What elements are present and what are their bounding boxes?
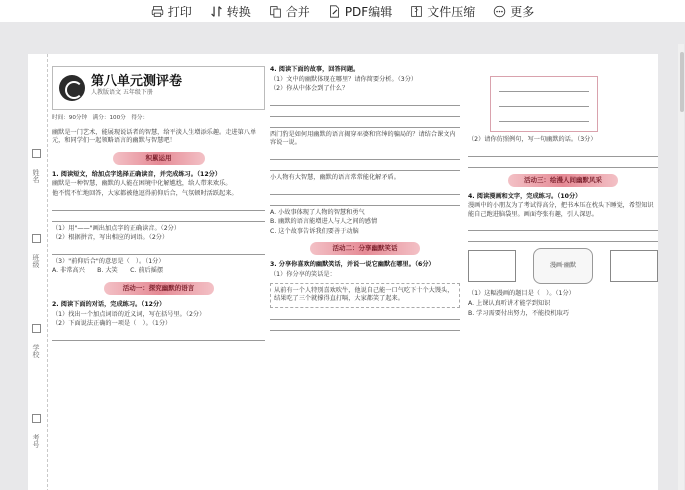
question-1: 1. 阅读短文，给加点字选择正确读音，并完成练习。（12分） (52, 170, 222, 178)
toolbar (0, 0, 685, 22)
scrollbar-thumb[interactable] (680, 52, 684, 112)
document-viewer[interactable] (0, 22, 685, 490)
comic-box-left (468, 250, 516, 282)
more-label: 更多 (510, 4, 535, 19)
question-4-top: 4. 阅读下面的故事，回答问题。 (270, 66, 360, 73)
binding-label: 姓名 (32, 169, 40, 183)
binding-label: 学校 (32, 344, 40, 358)
c2-text: 小人物有大智慧，幽默的语言常常能化解矛盾。 (270, 173, 400, 181)
more-icon (493, 5, 506, 18)
q1-text: 他不慌不忙地回答，大家都被他逗得前仰后合，气氛顿时活跃起来。 (52, 189, 238, 197)
question-2: 2. 阅读下面的对话，完成练习。（12分） (52, 300, 166, 308)
answer-card (490, 76, 598, 132)
q4-sub: （1）这幅漫画的题目是（ ）。（1分） (468, 290, 575, 298)
convert-label: 转换 (226, 4, 251, 19)
compress-button[interactable] (410, 3, 475, 20)
exam-subtitle: 人教版语文 五年级下册 (91, 89, 153, 96)
section-banner: 活动二：分享幽默笑话 (310, 242, 420, 255)
column-right (468, 54, 658, 319)
comic-diagram (468, 248, 658, 284)
document-page (28, 54, 658, 490)
pdf-edit-icon (328, 5, 341, 18)
pdf-edit-button[interactable] (328, 3, 392, 20)
school-logo (59, 75, 85, 101)
printer-icon (151, 5, 164, 18)
column-left (52, 54, 265, 344)
binding-hole (32, 234, 41, 243)
answer-lines (468, 148, 658, 168)
intro-text: 幽默是一门艺术，能展现说话者的智慧，给平淡人生增添乐趣。走进第八单元，和同学们一起领略语言的幽默与智慧吧！ (52, 128, 257, 145)
c2-option: C. 这个故事告诉我们要善于动脑 (270, 227, 359, 235)
convert-icon (210, 5, 223, 18)
q1-sub: （2）根据拼音，写出相应的词语。（2分） (52, 234, 169, 242)
joke-box: 从前有一个人特别喜欢吹牛，他说自己能一口气吃下十个大馒头，结果吃了三个就撑得直打嗝，大家都笑了起来。 (270, 283, 460, 308)
merge-button[interactable] (269, 3, 310, 20)
exam-info: 时间：90分钟 满分：100分 得分： (52, 115, 149, 121)
c2-text: （1）文中的幽默体现在哪里？请你简要分析。（3分） (270, 75, 418, 83)
binding-hole (32, 324, 41, 333)
question-4: 4. 阅读漫画和文字，完成练习。（10分） (468, 192, 582, 200)
print-label: 打印 (167, 4, 192, 19)
comic-box-right (610, 250, 658, 282)
exam-header (52, 66, 265, 110)
q4-option: A. 上课认真听讲才能学到知识 (468, 299, 551, 307)
binding-margin (28, 54, 48, 490)
q2-sub: （2）下面说法正确的一项是（ ）。（1分） (52, 320, 172, 328)
c2-text: （2）你从中体会到了什么？ (270, 85, 349, 93)
answer-lines (52, 246, 265, 255)
compress-label: 文件压缩 (427, 4, 476, 19)
answer-lines (52, 332, 265, 341)
comic-hand: 漫画·幽默 (533, 248, 593, 284)
answer-lines (52, 202, 265, 222)
print-button[interactable] (151, 3, 192, 20)
answer-lines (468, 222, 658, 242)
binding-hole (32, 414, 41, 423)
binding-label: 班级 (32, 254, 40, 268)
answer-lines (270, 186, 460, 206)
q1-text: 幽默是一种智慧，幽默的人能在困境中化解尴尬，给人带来欢乐。 (52, 180, 232, 188)
merge-icon (269, 5, 282, 18)
c2-option: A. 小故事体现了人物的智慧和勇气 (270, 208, 365, 216)
q2-sub: （1）找出一个加点词语的近义词，写在括号里。（2分） (52, 310, 206, 318)
c2-text: 西门豹是如何用幽默的语言揭穿巫婆和官绅的骗局的？请结合课文内容说一说。 (270, 130, 456, 147)
binding-hole (32, 149, 41, 158)
binding-label: 考号 (32, 434, 40, 448)
q4-text: 漫画中的小朋友为了考试得高分，把书本压在枕头下睡觉，希望知识能自己跑进脑袋里。画面夸张有趣，引人深思。 (468, 202, 654, 218)
q1-sub: （1）用"——"画出加点字的正确读音。（2分） (52, 224, 181, 232)
c3-text: （2）请你仿照例句，写一句幽默的话。（3分） (468, 136, 597, 143)
section-banner: 活动三：绘漫人间幽默风采 (508, 174, 618, 187)
section-banner: 积累运用 (113, 152, 205, 165)
q4-option: B. 学习需要付出努力，不能投机取巧 (468, 309, 569, 317)
question-3: 3. 分享你喜欢的幽默笑话，并说一说它幽默在哪里。（6分） (270, 261, 435, 269)
q1-sub: （3）"前仰后合"的意思是（ ）。（1分） (52, 257, 165, 265)
exam-title: 第八单元测评卷 (91, 74, 183, 90)
answer-lines (270, 311, 460, 331)
section-banner: 活动一：探究幽默的语言 (104, 282, 214, 295)
compress-icon (410, 5, 423, 18)
q1-options: A. 非常高兴 B. 大笑 C. 前后摇摆 (52, 267, 164, 275)
answer-lines (270, 97, 460, 128)
convert-button[interactable] (210, 3, 251, 20)
pdf-edit-label: PDF编辑 (344, 4, 393, 19)
c2-option: B. 幽默的语言能增进人与人之间的感情 (270, 218, 378, 226)
more-button[interactable] (493, 3, 534, 20)
q3-text: （1）你分享的笑话是： (270, 270, 336, 278)
answer-lines (270, 151, 460, 171)
merge-label: 合并 (285, 4, 310, 19)
column-middle (270, 54, 460, 334)
